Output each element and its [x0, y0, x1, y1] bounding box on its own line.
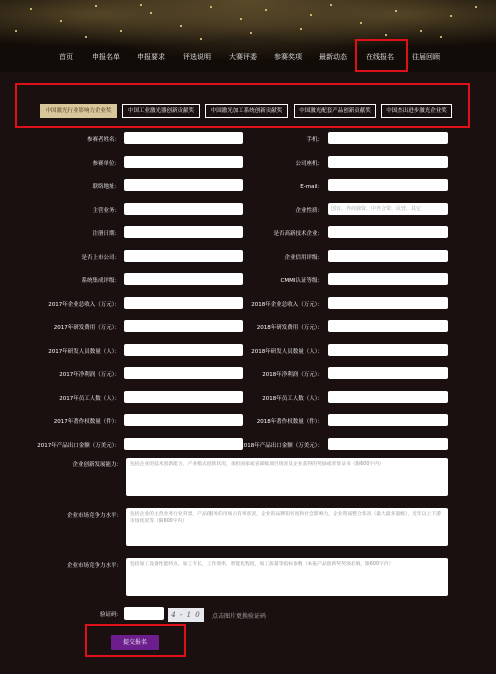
field-input-right[interactable] [328, 344, 448, 356]
captcha-hint[interactable]: 点击图片更换验证码 [212, 613, 267, 620]
field-input-right[interactable] [328, 250, 448, 262]
nav-item-rules[interactable]: 评选说明 [183, 53, 211, 61]
field-label-right: 公司座机： [295, 161, 323, 167]
competitiveness-textarea[interactable]: 包括企业的主营业务行业背景，产品/服务的市场占有率状况，企业的品牌知名度和社会影响力，企业资质整合状况（最大最多量级），近年以上下游市场状况等（限600字内） [126, 508, 448, 546]
tab-progress-enterprise-award[interactable]: 中国杰出进步激光企业奖 [381, 104, 452, 118]
nav-item-home[interactable]: 首页 [59, 53, 73, 61]
submit-button[interactable]: 提交报名 [111, 635, 159, 650]
field-input-left[interactable] [124, 273, 243, 285]
tab-accessory-product-award[interactable]: 中国激光配套产品创新贡献奖 [294, 104, 376, 118]
field-label-left: 2017年研发人员数量（人）： [48, 349, 120, 355]
field-label-right: 2018年员工人数（人）： [262, 396, 323, 402]
sparkle-dot [60, 20, 62, 22]
equipment-textarea[interactable]: 包括加工设备性能特点，加工专长，工作效率，智能化程度，加工质量等指标参数（本报产品创新奖奖项必填，限600字内） [126, 558, 448, 596]
field-label-left: 注册日期： [92, 231, 120, 237]
sparkle-dot [240, 18, 242, 20]
captcha-image[interactable]: 4 - 1 0 [168, 608, 204, 622]
sparkle-dot [395, 10, 397, 12]
sparkle-dot [475, 6, 477, 8]
nav-item-history[interactable]: 往届回顾 [412, 53, 440, 61]
field-label-left: 2017年产品出口金额（万美元）： [37, 443, 120, 449]
field-input-right[interactable] [328, 438, 448, 450]
sparkle-dot [210, 6, 212, 8]
sparkle-dot [140, 4, 142, 6]
field-input-left[interactable] [124, 367, 243, 379]
field-label-right: CMMI认证等级： [280, 278, 323, 284]
nav-item-list[interactable]: 申报名单 [92, 53, 120, 61]
nav-item-signup[interactable]: 在线报名 [366, 53, 394, 61]
equipment-label: 企业市场竞争力水平： [66, 563, 122, 569]
field-input-right[interactable] [328, 226, 448, 238]
nav-highlight-box [355, 39, 408, 72]
sparkle-dot [385, 34, 387, 36]
field-input-left[interactable] [124, 226, 243, 238]
field-label-left: 2017年研发费用（万元）： [53, 325, 120, 331]
field-label-left: 2017年净利润（万元）： [59, 372, 120, 378]
field-input-right[interactable] [328, 414, 448, 426]
sparkle-dot [85, 36, 87, 38]
sparkle-dot [440, 36, 442, 38]
award-tabs [0, 104, 496, 118]
nav-item-judges[interactable]: 大赛评委 [229, 53, 257, 61]
field-input-left[interactable] [124, 438, 243, 450]
field-label-right: 2018年著作权数量（件）： [256, 419, 323, 425]
field-label-left: 2017年企业总收入（万元）： [48, 302, 120, 308]
sparkle-dot [150, 12, 152, 14]
competitiveness-label: 企业市场竞争力水平： [66, 513, 122, 519]
nav-item-awards[interactable]: 参赛奖项 [274, 53, 302, 61]
sparkle-dot [310, 14, 312, 16]
field-input-left[interactable] [124, 179, 243, 191]
sparkle-dot [30, 8, 32, 10]
field-input-left[interactable] [124, 297, 243, 309]
field-input-right[interactable] [328, 179, 448, 191]
sparkle-dot [420, 30, 422, 32]
innovation-label: 企业创新发展能力： [72, 462, 122, 468]
field-label-right: 2018年研发人员数量（人）： [251, 349, 323, 355]
field-label-left: 参赛者姓名： [86, 137, 120, 143]
field-label-left: 2017年著作权数量（件）： [53, 419, 120, 425]
captcha-input[interactable] [124, 607, 164, 620]
field-label-right: 2018年净利润（万元）： [262, 372, 323, 378]
field-input-right[interactable] [328, 297, 448, 309]
field-label-left: 主营业务： [92, 208, 120, 214]
sparkle-dot [200, 38, 202, 40]
field-input-right[interactable] [328, 156, 448, 168]
field-input-left[interactable] [124, 414, 243, 426]
field-label-right: 2018年研发费用（万元）： [256, 325, 323, 331]
nav-item-requirements[interactable]: 申报要求 [137, 53, 165, 61]
field-label-right: 企业性质： [295, 208, 323, 214]
field-input-right[interactable] [328, 132, 448, 144]
tab-influence-award[interactable]: 中国激光行业影响力企业奖 [40, 104, 117, 118]
field-input-left[interactable] [124, 156, 243, 168]
field-input-right[interactable] [328, 273, 448, 285]
sparkle-dot [180, 25, 182, 27]
sparkle-dot [15, 30, 17, 32]
field-label-left: 联络地址： [92, 184, 120, 190]
innovation-textarea[interactable]: 包括企业的技术创新能力，产业模式创新状况，承担国家或省部级项目情况及企业获得的奖励或荣誉证书（限600字内） [126, 458, 448, 496]
sparkle-dot [95, 5, 97, 7]
field-input-left[interactable] [124, 250, 243, 262]
field-input-left[interactable] [124, 132, 243, 144]
field-label-right: 是否高新技术企业： [273, 231, 323, 237]
sparkle-dot [120, 30, 122, 32]
sparkle-dot [360, 22, 362, 24]
field-label-left: 2017年员工人数（人）： [59, 396, 120, 402]
tab-laser-innovation-award[interactable]: 中国工业激光器创新贡献奖 [122, 104, 200, 118]
field-label-right: 2018年企业总收入（万元）： [251, 302, 323, 308]
field-input-left[interactable] [124, 320, 243, 332]
field-label-right: 企业信用评级： [284, 255, 323, 261]
field-input-left[interactable] [124, 391, 243, 403]
nav-item-news[interactable]: 最新动态 [319, 53, 347, 61]
field-label-left: 是否上市公司： [81, 255, 120, 261]
field-input-left[interactable] [124, 203, 243, 215]
field-label-left: 系统集成评级： [81, 278, 120, 284]
top-nav [0, 44, 496, 70]
field-label-right: 2018年产品出口金额（万美元）： [240, 443, 323, 449]
field-input-right[interactable] [328, 391, 448, 403]
field-label-right: E-mail： [300, 184, 323, 190]
tab-processing-system-award[interactable]: 中国激光加工系统创新贡献奖 [205, 104, 288, 118]
field-label-left: 参赛单位： [92, 161, 120, 167]
field-input-left[interactable] [124, 344, 243, 356]
company-nature-input[interactable]: 国有、外商独资、中外合资、民营、其它 [328, 203, 448, 215]
field-label-right: 手机： [306, 137, 323, 143]
field-input-right[interactable] [328, 367, 448, 379]
sparkle-dot [450, 15, 452, 17]
sparkle-dot [300, 28, 302, 30]
sparkle-dot [265, 9, 267, 11]
field-input-right[interactable] [328, 320, 448, 332]
captcha-label: 验证码： [99, 612, 122, 618]
sparkle-dot [330, 4, 332, 6]
sparkle-dot [250, 32, 252, 34]
